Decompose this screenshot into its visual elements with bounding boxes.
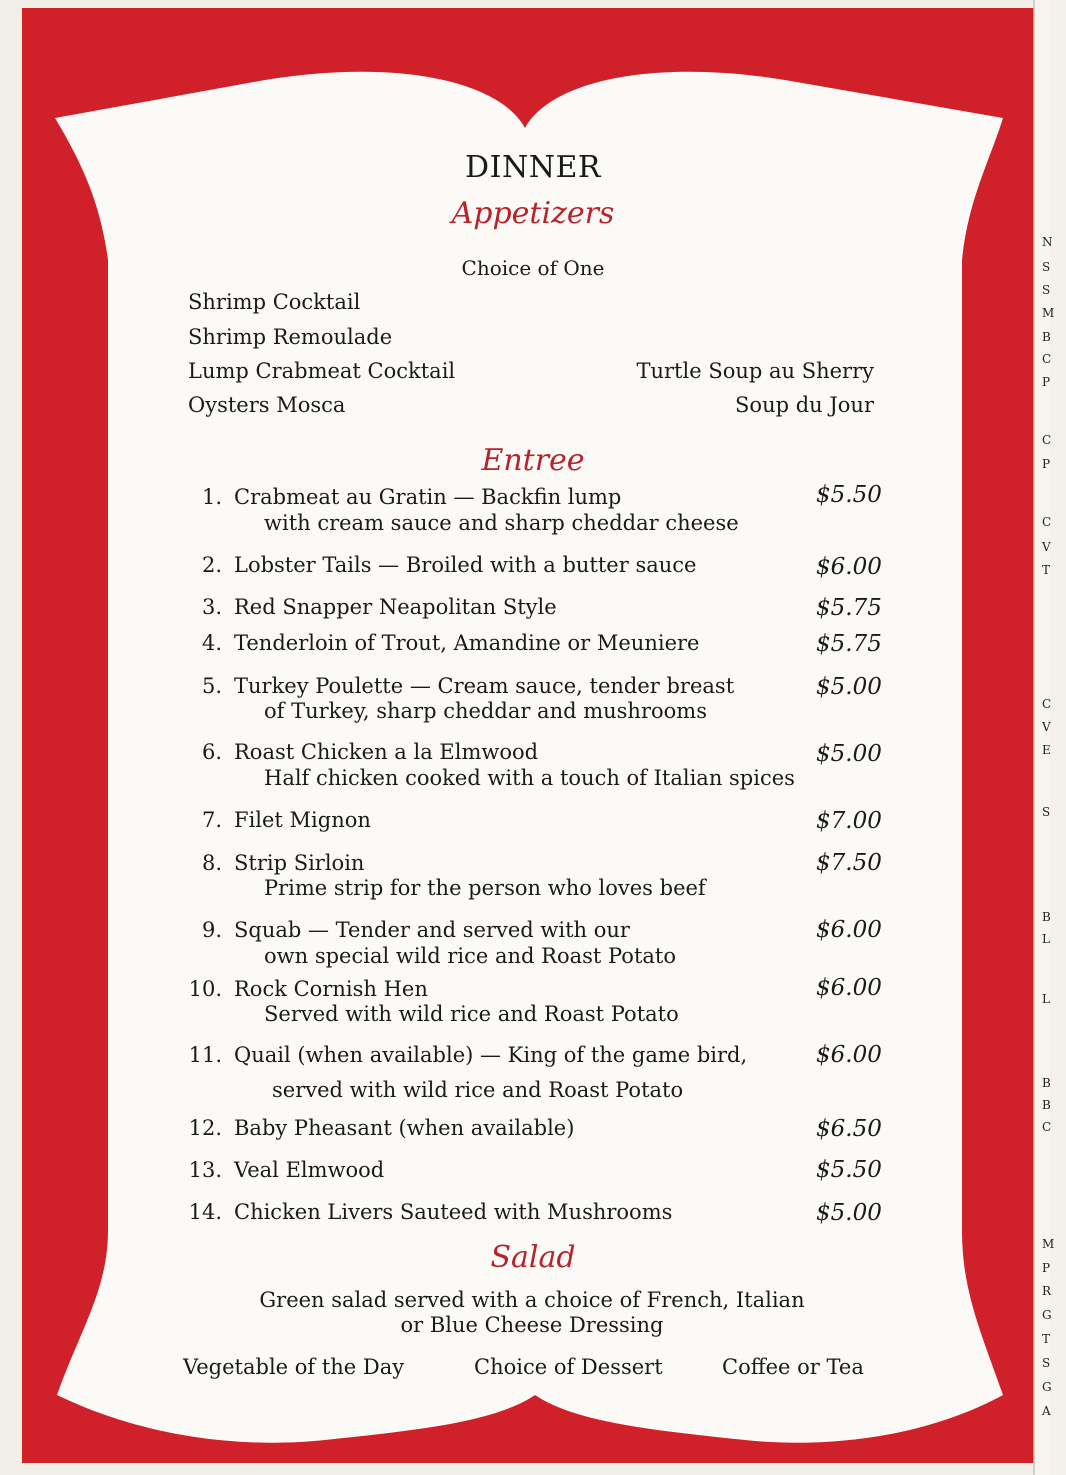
entree-number: 11. — [188, 1043, 222, 1067]
edge-letter: G — [1042, 1380, 1052, 1394]
entree-number: 9. — [201, 918, 222, 942]
entree-name: Veal Elmwood — [234, 1158, 385, 1182]
entree-name: Baby Pheasant (when available) — [234, 1116, 575, 1140]
salad-description: or Blue Cheese Dressing — [400, 1313, 664, 1337]
appetizer-item: Oysters Mosca — [188, 393, 346, 417]
edge-letter: B — [1042, 1076, 1051, 1090]
edge-letter: B — [1042, 330, 1051, 344]
appetizer-item: Shrimp Cocktail — [188, 290, 361, 314]
entree-price: $6.00 — [816, 1042, 882, 1068]
edge-letter: R — [1042, 1284, 1052, 1298]
entree-description: own special wild rice and Roast Potato — [264, 944, 676, 968]
entree-price: $7.00 — [816, 808, 882, 834]
entree-heading: Entree — [481, 443, 585, 478]
appetizer-item: Shrimp Remoulade — [188, 325, 393, 349]
edge-letter: C — [1042, 1120, 1052, 1134]
salad-description: Green salad served with a choice of French, Italian — [259, 1288, 805, 1312]
entree-name: Strip Sirloin — [234, 851, 365, 875]
edge-letter: B — [1042, 910, 1051, 924]
entree-description: served with wild rice and Roast Potato — [272, 1078, 684, 1102]
entree-price: $5.00 — [816, 674, 882, 700]
entree-name: Turkey Poulette — Cream sauce, tender breast — [234, 674, 735, 698]
entree-number: 1. — [201, 485, 222, 509]
edge-letter: N — [1042, 235, 1053, 249]
entree-name: Filet Mignon — [234, 808, 371, 832]
edge-letter: A — [1042, 1404, 1051, 1418]
edge-letter: T — [1042, 563, 1051, 577]
edge-letter: G — [1042, 1308, 1052, 1322]
entree-price: $6.00 — [816, 554, 882, 580]
edge-letter: C — [1042, 352, 1052, 366]
edge-letter: V — [1042, 540, 1051, 554]
entree-number: 5. — [201, 674, 222, 698]
edge-letter: S — [1042, 283, 1051, 297]
entree-price: $5.00 — [816, 1200, 882, 1226]
appetizers-heading: Appetizers — [451, 196, 615, 231]
edge-letter: L — [1042, 992, 1050, 1006]
appetizer-item: Turtle Soup au Sherry — [636, 359, 874, 383]
entree-number: 4. — [201, 631, 222, 655]
entree-price: $6.00 — [816, 975, 882, 1001]
entree-price: $6.50 — [816, 1116, 882, 1142]
appetizer-item: Soup du Jour — [735, 393, 874, 417]
entree-name: Quail (when available) — King of the game bird, — [234, 1043, 748, 1067]
entree-number: 13. — [188, 1158, 222, 1182]
entree-description: with cream sauce and sharp cheddar cheese — [264, 511, 739, 535]
included-item: Choice of Dessert — [474, 1355, 663, 1379]
entree-price: $7.50 — [816, 850, 882, 876]
entree-price: $5.75 — [816, 631, 882, 657]
edge-letter: S — [1042, 1356, 1051, 1370]
entree-name: Crabmeat au Gratin — Backfin lump — [234, 485, 622, 509]
entree-name: Red Snapper Neapolitan Style — [234, 595, 557, 619]
entree-number: 10. — [188, 977, 222, 1001]
edge-letter: E — [1042, 743, 1051, 757]
entree-description: of Turkey, sharp cheddar and mushrooms — [264, 699, 707, 723]
edge-letter: L — [1042, 932, 1050, 946]
entree-name: Roast Chicken a la Elmwood — [234, 740, 539, 764]
entree-number: 6. — [201, 740, 222, 764]
edge-letter: P — [1042, 375, 1051, 389]
edge-letter: C — [1042, 433, 1052, 447]
entree-price: $5.00 — [816, 741, 882, 767]
entree-description: Served with wild rice and Roast Potato — [264, 1002, 679, 1026]
edge-letter: V — [1042, 720, 1051, 734]
edge-letter: C — [1042, 515, 1052, 529]
entree-number: 7. — [201, 808, 222, 832]
entree-number: 12. — [188, 1116, 222, 1140]
included-item: Coffee or Tea — [722, 1355, 864, 1379]
salad-heading: Salad — [490, 1240, 576, 1275]
entree-price: $5.50 — [816, 1157, 882, 1183]
entree-name: Chicken Livers Sauteed with Mushrooms — [234, 1200, 673, 1224]
edge-letter: M — [1042, 306, 1055, 320]
appetizer-item: Lump Crabmeat Cocktail — [188, 359, 456, 383]
entree-number: 14. — [188, 1200, 222, 1224]
entree-description: Half chicken cooked with a touch of Italian spices — [264, 766, 795, 790]
entree-number: 3. — [201, 595, 222, 619]
edge-letter: T — [1042, 1332, 1051, 1346]
edge-letter: M — [1042, 1237, 1055, 1251]
entree-price: $6.00 — [816, 917, 882, 943]
edge-letter: C — [1042, 697, 1052, 711]
edge-letter: S — [1042, 260, 1051, 274]
entree-name: Lobster Tails — Broiled with a butter sauce — [234, 553, 697, 577]
entree-name: Squab — Tender and served with our — [234, 918, 630, 942]
entree-number: 2. — [201, 553, 222, 577]
entree-name: Rock Cornish Hen — [234, 977, 428, 1001]
edge-letter: P — [1042, 457, 1051, 471]
entree-price: $5.50 — [816, 482, 882, 508]
entree-description: Prime strip for the person who loves beef — [264, 876, 706, 900]
entree-price: $5.75 — [816, 595, 882, 621]
included-item: Vegetable of the Day — [183, 1355, 405, 1379]
appetizers-note: Choice of One — [461, 256, 605, 280]
entree-name: Tenderloin of Trout, Amandine or Meuniere — [234, 631, 700, 655]
edge-letter: B — [1042, 1098, 1051, 1112]
edge-letter: P — [1042, 1261, 1051, 1275]
entree-number: 8. — [201, 851, 222, 875]
edge-letter: S — [1042, 805, 1051, 819]
menu-title: DINNER — [465, 150, 601, 185]
